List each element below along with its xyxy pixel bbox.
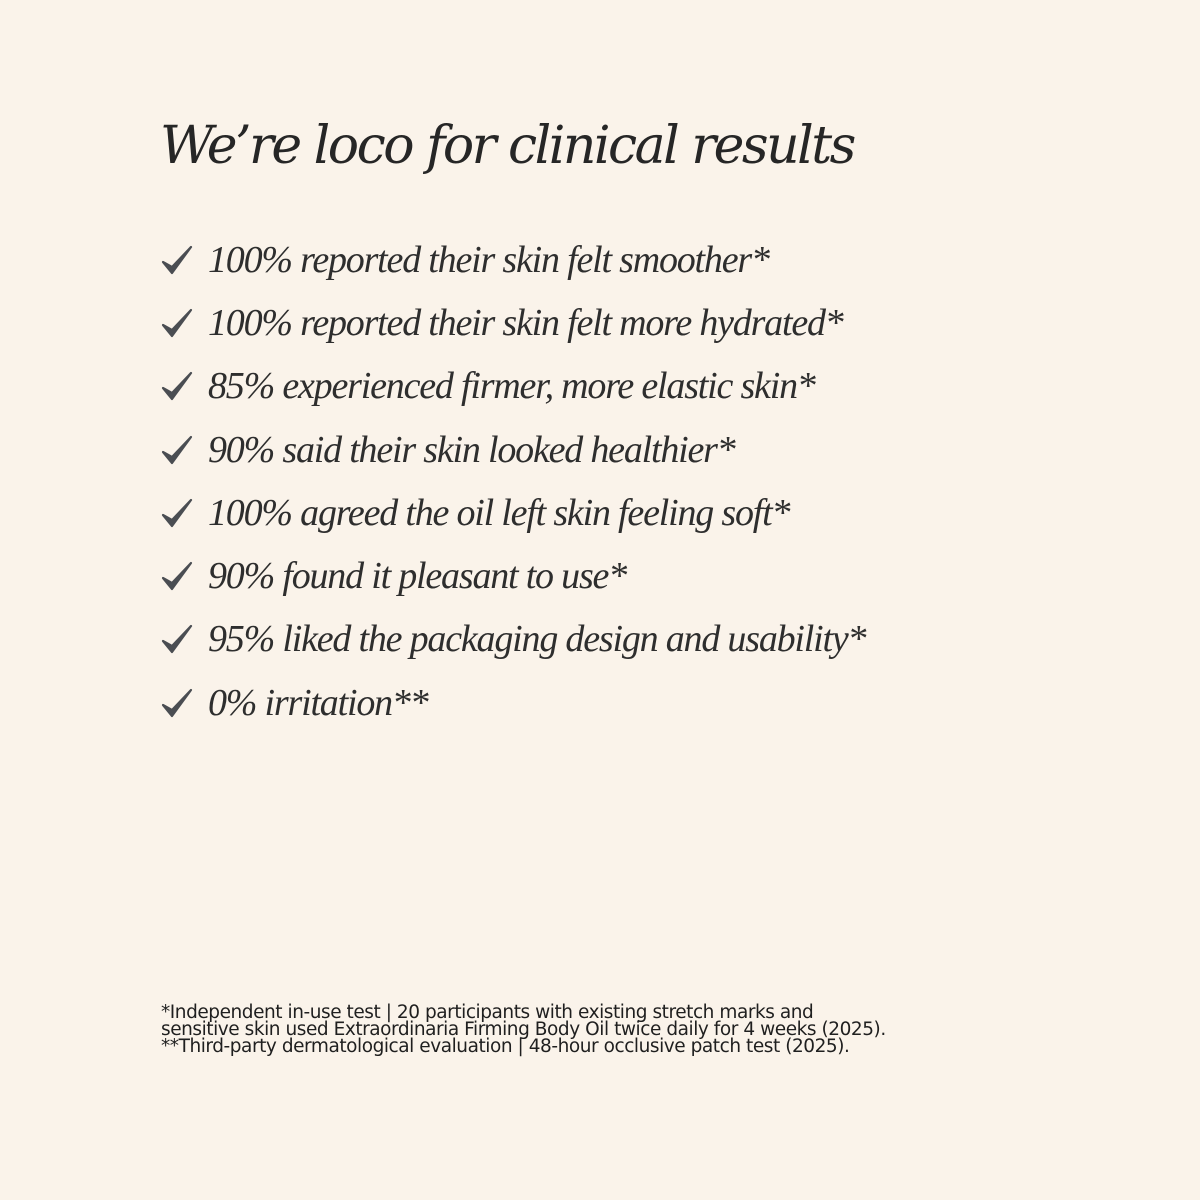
claim-item (160, 544, 865, 607)
claim-text: 0% irritation** (208, 681, 428, 724)
check-icon (160, 243, 194, 277)
check-icon (160, 433, 194, 467)
footnote-line: **Third-party dermatological evaluation | 48-hour occlusive patch test (2025). (161, 1036, 850, 1057)
footnote-line: sensitive skin used Extraordinaria Firming Body Oil twice daily for 4 weeks (2025). (161, 1019, 886, 1040)
check-icon (160, 559, 194, 593)
claim-text: 100% reported their skin felt more hydrated* (208, 301, 843, 344)
footnote-line: *Independent in-use test | 20 participants with existing stretch marks and (161, 1002, 814, 1023)
claims-list (160, 228, 865, 734)
claim-item (160, 608, 865, 671)
check-icon (160, 622, 194, 656)
headline: We’re loco for clinical results (160, 116, 854, 176)
claim-item (160, 355, 865, 418)
claim-text: 90% found it pleasant to use* (208, 555, 627, 598)
claim-text: 100% reported their skin felt smoother* (208, 238, 769, 281)
footnotes (161, 1004, 1061, 1055)
claim-text: 85% experienced firmer, more elastic skin* (208, 365, 815, 408)
claim-item (160, 291, 865, 354)
claim-item (160, 418, 865, 481)
claim-item (160, 228, 865, 291)
claim-text: 100% agreed the oil left skin feeling soft* (208, 491, 790, 534)
claim-item (160, 481, 865, 544)
claim-text: 90% said their skin looked healthier* (208, 428, 735, 471)
check-icon (160, 306, 194, 340)
claim-text: 95% liked the packaging design and usability* (208, 618, 866, 661)
check-icon (160, 686, 194, 720)
claim-item (160, 671, 865, 734)
check-icon (160, 496, 194, 530)
check-icon (160, 369, 194, 403)
